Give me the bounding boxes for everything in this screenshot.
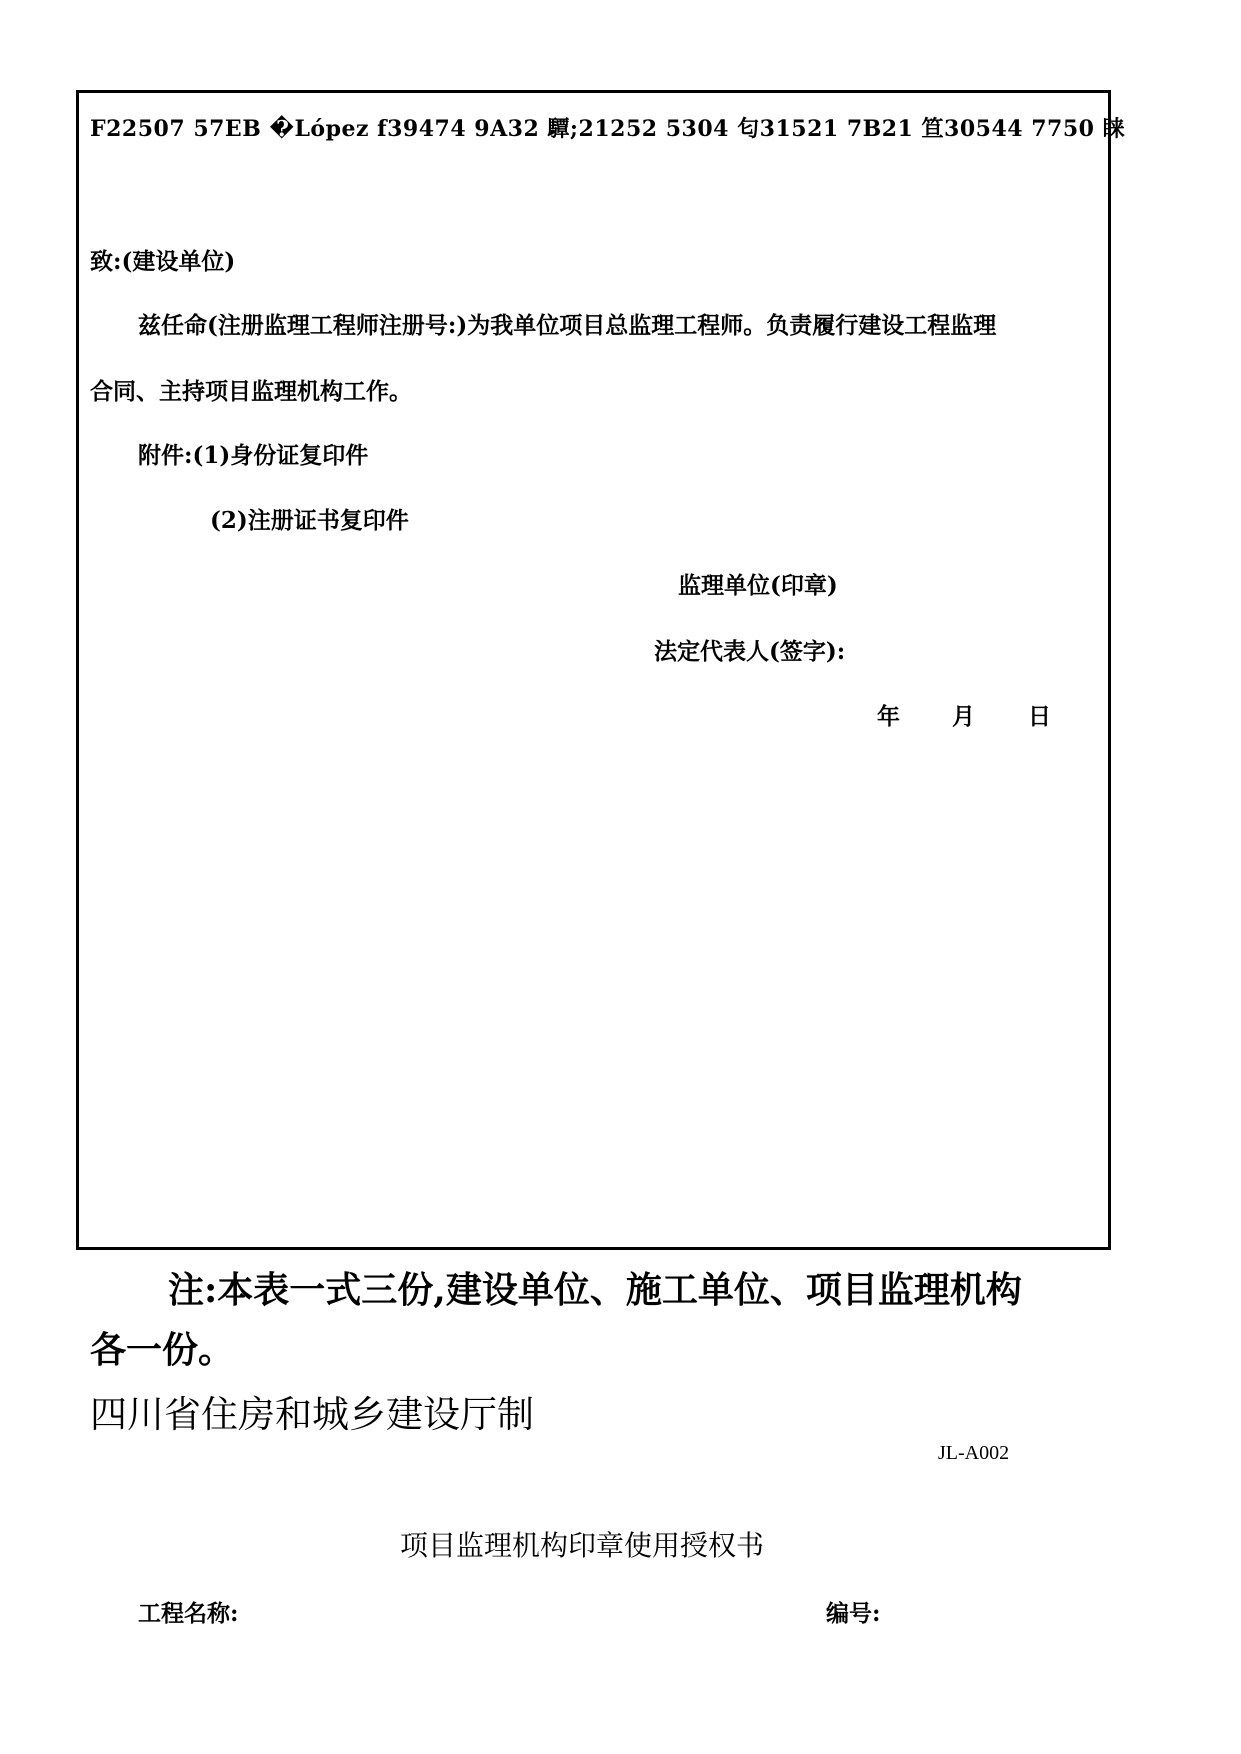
supervision-unit-seal-label: 监理单位(印章) <box>678 572 838 599</box>
addressee-line: 致:(建设单位) <box>90 248 236 275</box>
appointment-text-line2: 合同、主持项目监理机构工作。 <box>90 378 412 405</box>
legal-representative-signature-label: 法定代表人(签字): <box>654 638 846 665</box>
attachment-item-2: (2)注册证书复印件 <box>210 507 409 534</box>
form-code: JL-A002 <box>938 1442 1010 1464</box>
attachment-item-1: 附件:(1)身份证复印件 <box>138 442 369 469</box>
note-line1: 注:本表一式三份,建设单位、施工单位、项目监理机构 <box>168 1269 1022 1311</box>
project-name-label: 工程名称: <box>138 1600 239 1627</box>
issuing-authority: 四川省住房和城乡建设厅制 <box>90 1393 534 1436</box>
date-year-label: 年 <box>877 703 900 730</box>
document-title: 项目监理机构印章使用授权书 <box>400 1529 765 1562</box>
note-line2: 各一份。 <box>90 1329 235 1371</box>
appointment-text-line1: 兹任命(注册监理工程师注册号:)为我单位项目总监理工程师。负责履行建设工程监理 <box>138 312 997 339</box>
garbled-header-line: F22507 57EB �López f39474 9A32 驔;21252 5304 匂31521 7B21 笪30544 7750 睐 <box>90 116 1126 142</box>
number-label: 编号: <box>826 1600 881 1627</box>
date-month-label: 月 <box>952 703 975 730</box>
date-day-label: 日 <box>1028 703 1051 730</box>
